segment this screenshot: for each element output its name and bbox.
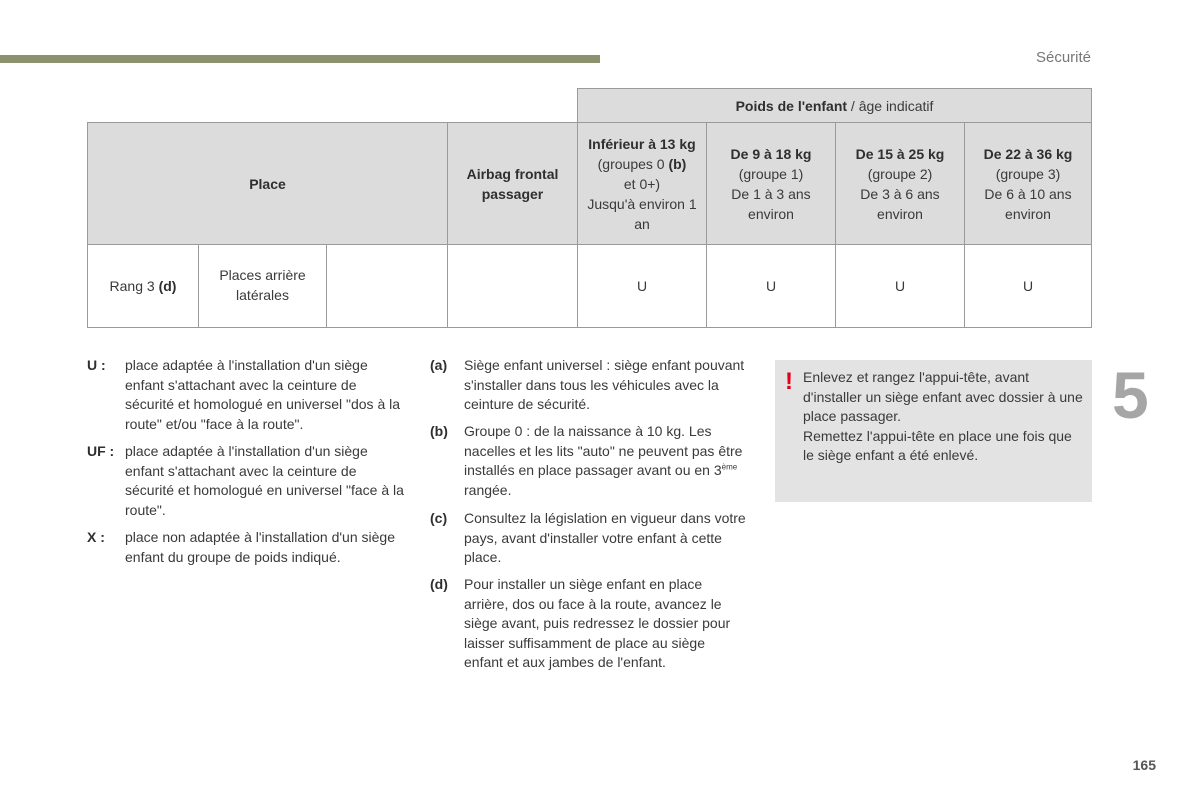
row-rank: Rang 3 (d)	[87, 244, 199, 328]
note-key: (d)	[430, 576, 448, 592]
row-value-2: U	[835, 244, 965, 328]
weight-group-0: Inférieur à 13 kg (groupes 0 (b) et 0+) Jusqu'à environ 1 an	[577, 122, 707, 245]
weight-group-2: De 15 à 25 kg (groupe 2) De 3 à 6 ans environ	[835, 122, 965, 245]
weight-header: Poids de l'enfant / âge indicatif	[577, 88, 1092, 123]
legend-key: UF :	[87, 443, 115, 459]
legend-text: place adaptée à l'installation d'un siège enfant s'attachant avec la ceinture de sécurité et homologué en universel "face à la route".	[125, 443, 404, 518]
row-value-0: U	[577, 244, 707, 328]
airbag-header: Airbag frontal passager	[447, 122, 578, 245]
legend-key: U :	[87, 357, 106, 373]
weight-group-1: De 9 à 18 kg (groupe 1) De 1 à 3 ans environ	[706, 122, 836, 245]
warning-text: Enlevez et rangez l'appui-tête, avant d'installer un siège enfant avec dossier à une place passager. Remettez l'appui-tête en place une fois que le siège enfant a été enlevé.	[803, 369, 1083, 463]
place-header: Place	[87, 122, 448, 245]
legend-text: place non adaptée à l'installation d'un siège enfant du groupe de poids indiqué.	[125, 529, 395, 565]
section-title: Sécurité	[1035, 49, 1091, 66]
header-accent-bar	[0, 55, 600, 63]
note-key: (b)	[430, 423, 448, 439]
note-text: Pour installer un siège enfant en place arrière, dos ou face à la route, avancez le siège avant, puis redressez le dossier pour laisser suffisamment de place au siège enfant et aux jambes de l'enfant.	[464, 576, 731, 670]
note-text: Siège enfant universel : siège enfant pouvant s'installer dans tous les véhicules avec la ceinture de sécurité.	[464, 357, 745, 412]
legend-text: place adaptée à l'installation d'un siège enfant s'attachant avec la ceinture de sécurité et homologué en universel "dos à la route" et/ou "face à la route".	[125, 357, 401, 432]
row-value-3: U	[964, 244, 1092, 328]
row-extra	[326, 244, 448, 328]
legend-key: X :	[87, 529, 105, 545]
note-key: (c)	[430, 510, 448, 526]
weight-group-3: De 22 à 36 kg (groupe 3) De 6 à 10 ans environ	[964, 122, 1092, 245]
page-number: 165	[1132, 757, 1156, 773]
row-seats: Places arrière latérales	[198, 244, 327, 328]
warning-box	[775, 360, 1092, 502]
note-text: Consultez la législation en vigueur dans votre pays, avant d'installer votre enfant à cette place.	[464, 510, 746, 565]
warning-icon: !	[785, 368, 793, 395]
chapter-number: 5	[1112, 358, 1149, 432]
note-key: (a)	[430, 357, 448, 373]
note-text: Groupe 0 : de la naissance à 10 kg. Les nacelles et les lits "auto" ne peuvent pas être installés en place passager avant ou en 3ème rangée.	[464, 423, 743, 498]
row-airbag	[447, 244, 578, 328]
row-value-1: U	[706, 244, 836, 328]
